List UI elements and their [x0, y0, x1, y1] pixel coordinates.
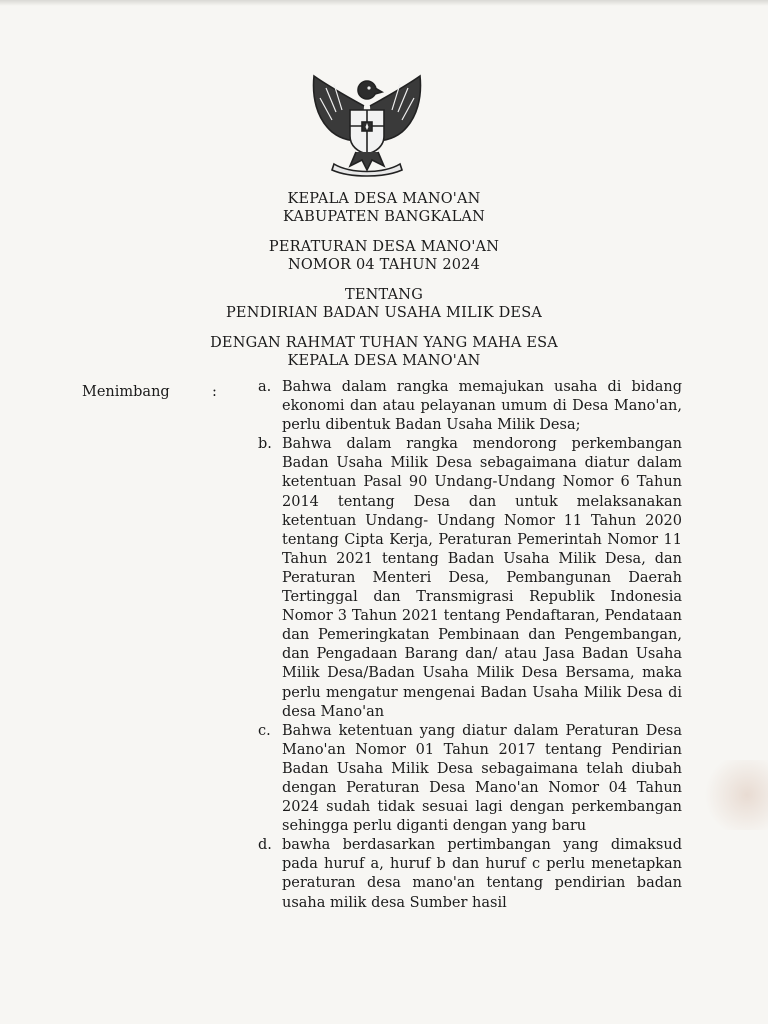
item-letter: b. — [258, 436, 272, 453]
list-item — [258, 722, 682, 837]
item-text: bawha berdasarkan pertimbangan yang dimaksud pada huruf a, huruf b dan huruf c perlu menetapkan peraturan desa mano'an tentang pendirian badan usaha milik desa Sumber hasil — [282, 837, 682, 911]
considering-label: Menimbang — [82, 384, 170, 400]
issuer-heading — [0, 190, 768, 226]
subject-line-1: TENTANG — [345, 287, 423, 303]
item-letter: c. — [258, 722, 271, 739]
garuda-emblem-icon — [306, 66, 428, 178]
considering-colon: : — [212, 384, 217, 400]
item-text: Bahwa dalam rangka memajukan usaha di bidang ekonomi dan atau pelayanan umum di Desa Mano'an, perlu dibentuk Badan Usaha Milik Desa; — [282, 379, 682, 434]
list-item — [258, 836, 682, 912]
subject-line-2: PENDIRIAN BADAN USAHA MILIK DESA — [225, 305, 543, 321]
page-top-edge — [0, 0, 768, 6]
considering-list — [258, 378, 682, 913]
list-item — [258, 378, 682, 435]
issuer-line-1: KEPALA DESA MANO'AN — [287, 191, 481, 207]
preamble-line-1: DENGAN RAHMAT TUHAN YANG MAHA ESA — [210, 335, 558, 351]
issuer-line-2: KABUPATEN BANGKALAN — [283, 209, 485, 225]
list-item — [258, 435, 682, 721]
paper-stain — [698, 760, 768, 830]
regulation-number: NOMOR 04 TAHUN 2024 — [287, 257, 481, 273]
preamble — [0, 334, 768, 370]
item-text: Bahwa ketentuan yang diatur dalam Peraturan Desa Mano'an Nomor 01 Tahun 2017 tentang Pendirian Badan Usaha Milik Desa sebagaimana telah diubah dengan Peraturan Desa Mano'an Nomor 04 Tahun 2024 sudah tidak sesuai lagi dengan perkembangan sehingga perlu diganti dengan yang baru — [282, 722, 682, 835]
regulation-title — [0, 238, 768, 274]
regulation-subject — [0, 286, 768, 322]
preamble-line-2: KEPALA DESA MANO'AN — [287, 353, 481, 369]
regulation-title-line-1: PERATURAN DESA MANO'AN — [268, 239, 500, 255]
item-letter: a. — [258, 379, 272, 395]
item-letter: d. — [258, 837, 272, 854]
item-text: Bahwa dalam rangka mendorong perkembangan Badan Usaha Milik Desa sebagaimana diatur dalam ketentuan Pasal 90 Undang-Undang Nomor 6 Tahun 2014 tentang Desa dan untuk melaksanakan ketentuan Undang- Undang Nomor 11 Tahun 2020 tentang Cipta Kerja, Peraturan Pemerintah Nomor 11 Tahun 2021 tentang Badan Usaha Milik Desa, dan Peraturan Menteri Desa, Pembangunan Daerah Tertinggal dan Transmigrasi Republik Indonesia Nomor 3 Tahun 2021 tentang Pendaftaran, Pendataan dan Pemeringkatan Pembinaan dan Pengembangan, dan Pengadaan Barang dan/ atau Jasa Badan Usaha Milik Desa/Badan Usaha Milik Desa Bersama, maka perlu mengatur mengenai Badan Usaha Milik Desa di desa Mano'an — [282, 436, 682, 720]
